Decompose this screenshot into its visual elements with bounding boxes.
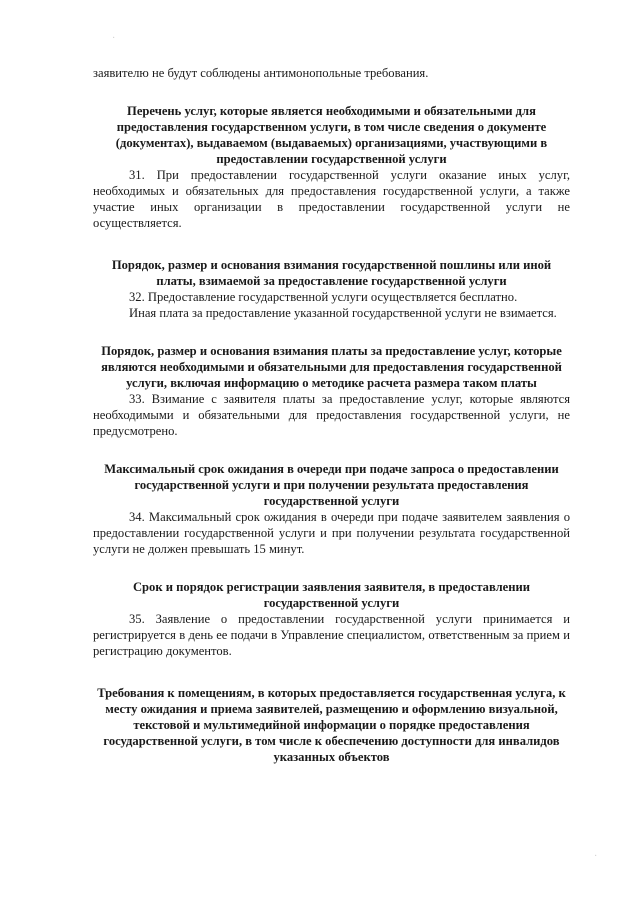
section-heading: Требования к помещениям, в которых предоставляется государственная услуга, к месту ожидания и приема заявителей, размещению и оформлению визуальной, текстовой и мультимедийной информации о порядке предоставления государственной услуги, в том числе к обеспечению доступности для инвалидов указанных объектов — [97, 686, 566, 764]
spacer — [93, 557, 570, 579]
paragraph-32-other-fee: Иная плата за предоставление указанной государственной услуги не взимается. — [129, 306, 557, 320]
section-heading: Перечень услуг, которые является необходимыми и обязательными для предоставления государственном услуги, в том числе сведения о документе (документах), выдаваемом (выдаваемых) организациями, участвующими в предоставлении государственной услуги — [115, 104, 548, 166]
paragraph-35: 35. Заявление о предоставлении государственной услуги принимается и регистрируется в день ее подачи в Управление специалистом, ответственным за прием и регистрацию документов. — [93, 612, 570, 658]
paragraph-32: 32. Предоставление государственной услуги осуществляется бесплатно. — [129, 290, 518, 304]
spacer — [93, 321, 570, 343]
section-state-fee — [93, 257, 570, 321]
scan-speck: · — [594, 851, 598, 862]
paragraph-31: 31. При предоставлении государственной услуги оказание иных услуг, необходимых и обязательных для предоставления государственной услуги, а также участие иных организации в предоставлении государственной услуги не осуществляется. — [93, 168, 570, 230]
section-services-list — [93, 103, 570, 231]
spacer — [93, 439, 570, 461]
section-premises-requirements — [93, 685, 570, 765]
scan-speck: · — [112, 33, 116, 44]
section-registration — [93, 579, 570, 659]
spacer — [93, 81, 570, 103]
section-heading: Срок и порядок регистрации заявления заявителя, в предоставлении государственной услуги — [132, 580, 531, 610]
spacer — [93, 231, 570, 257]
section-queue-time — [93, 461, 570, 557]
continuation-text: заявителю не будут соблюдены антимонопольные требования. — [93, 66, 429, 80]
section-heading: Порядок, размер и основания взимания платы за предоставление услуг, которые являются необходимыми и обязательными для предоставления государственной услуги, включая информацию о методике расчета размера таком платы — [101, 344, 562, 390]
paragraph-33: 33. Взимание с заявителя платы за предоставление услуг, которые являются необходимыми и обязательными для предоставления государственной услуги, не предусмотрено. — [93, 392, 570, 438]
section-fee-for-services — [93, 343, 570, 439]
paragraph-34: 34. Максимальный срок ожидания в очереди при подаче заявителем заявления о предоставлении государственной услуги и при получении результата государственной услуги не должен превышать 15 минут. — [93, 510, 570, 556]
section-heading: Порядок, размер и основания взимания государственной пошлины или иной платы, взимаемой за предоставление государственной услуги — [111, 258, 552, 288]
spacer — [93, 659, 570, 685]
section-heading: Максимальный срок ожидания в очереди при подаче запроса о предоставлении государственной услуги и при получении результата предоставления государственной услуги — [104, 462, 559, 508]
